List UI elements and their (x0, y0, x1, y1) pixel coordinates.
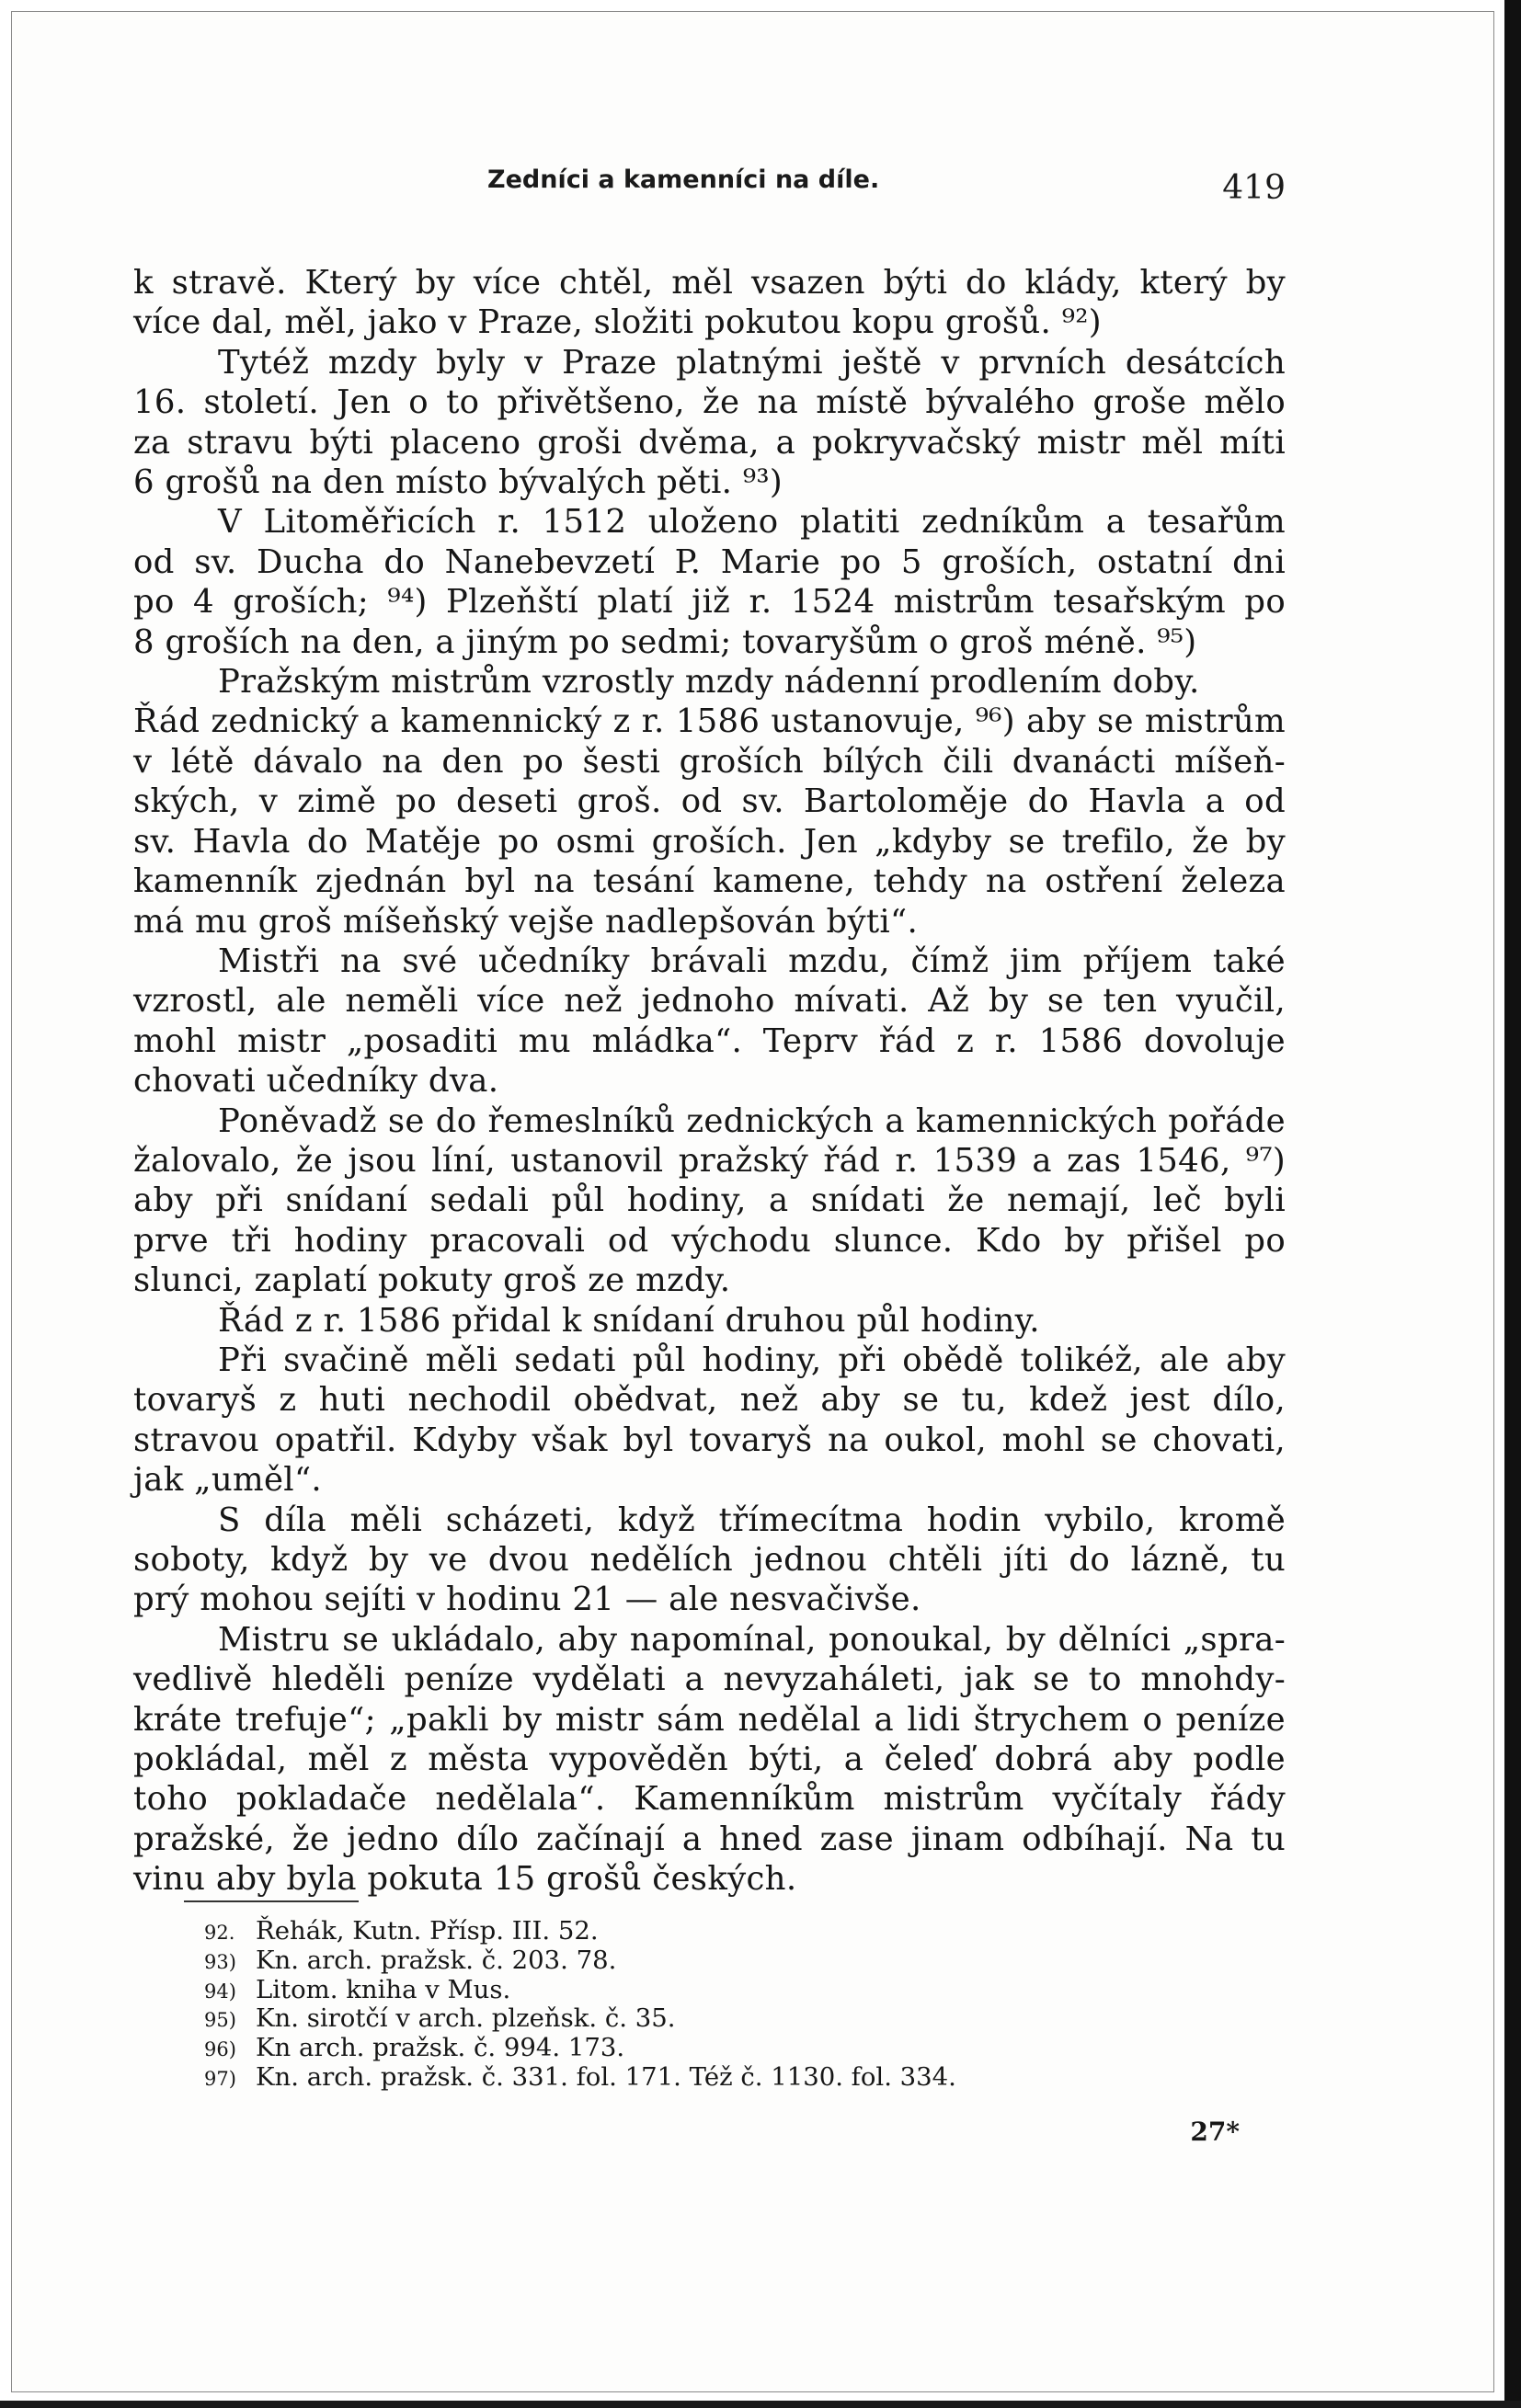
text-line: chovati učedníky dva. (133, 1062, 499, 1101)
text-line: kráte trefuje“; „pakli by mistr sám nedělal a lidi štrychem o peníze (133, 1700, 1286, 1739)
text-line: toho pokladače nedělala“. Kamenníkům mistrům vyčítaly řády (133, 1780, 1286, 1819)
text-line: prve tři hodiny pracovali od východu slunce. Kdo by přišel po (133, 1221, 1286, 1260)
page-header (129, 165, 1286, 207)
text-line: od sv. Ducha do Nanebevzetí P. Marie po 5 groších, ostatní dni (133, 542, 1286, 581)
footnote (204, 1918, 956, 1947)
footnote-mark: 93) (204, 1950, 236, 1973)
text-line: Mistři na své učedníky brávali mzdu, čímž jim příjem také (218, 942, 1286, 980)
text-line: v létě dávalo na den po šesti groších bílých čili dvanácti míšeň- (133, 742, 1286, 781)
scan-border-right (1504, 0, 1521, 2408)
text-line: V Litoměřicích r. 1512 uloženo platiti zedníkům a tesařům (218, 503, 1286, 542)
text-line: stravou opatřil. Kdyby však byl tovaryš na oukol, mohl se chovati, (133, 1421, 1286, 1459)
text-line: S díla měli scházeti, když třímecítma hodin vybilo, kromě (218, 1501, 1286, 1539)
footnote-mark: 92. (204, 1922, 235, 1944)
text-line: po 4 groších; ⁹⁴) Plzeňští platí již r. 1524 mistrům tesařským po (133, 583, 1286, 622)
text-line: pražské, že jedno dílo začínají a hned zase jinam odbíhají. Na tu (133, 1820, 1286, 1858)
text-line: za stravu býti placeno groši dvěma, a pokryvačský mistr měl míti (133, 423, 1286, 462)
text-line: Tytéž mzdy byly v Praze platnými ještě v prvních desátcích (218, 343, 1286, 382)
text-line: slunci, zaplatí pokuty groš ze mzdy. (133, 1261, 731, 1300)
text-line: Řád z r. 1586 přidal k snídaní druhou půl hodiny. (218, 1301, 1040, 1340)
footnote-mark: 95) (204, 2009, 236, 2032)
scan-border-bottom (0, 2401, 1521, 2408)
page-number: 419 (1222, 169, 1286, 207)
footnote-separator (184, 1900, 359, 1902)
footnote-text: Litom. kniha v Mus. (256, 1974, 511, 2004)
text-line: vzrostl, ale neměli více než jednoho mívati. Až by se ten vyučil, (133, 982, 1286, 1021)
text-line: vinu aby byla pokuta 15 grošů českých. (133, 1860, 797, 1899)
footnote-text: Kn. arch. pražsk. č. 203. 78. (256, 1945, 617, 1975)
text-line: prý mohou sejíti v hodinu 21 — ale nesvačivše. (133, 1581, 921, 1619)
text-line: Pražským mistrům vzrostly mzdy nádenní prodlením doby. (218, 663, 1200, 702)
text-line: mohl mistr „posaditi mu mládka“. Teprv řád z r. 1586 dovoluje (133, 1021, 1286, 1060)
text-line: jak „uměl“. (133, 1461, 322, 1500)
text-line: vedlivě hleděli peníze vydělati a nevyzaháleti, jak se to mnohdy- (133, 1660, 1286, 1699)
text-line: sv. Havla do Matěje po osmi groších. Jen „kdyby se trefilo, že by (133, 822, 1286, 861)
text-line: Poněvadž se do řemeslníků zednických a kamennických pořáde (218, 1101, 1286, 1140)
text-line: Při svačině měli sedati půl hodiny, při obědě tolikéž, ale aby (218, 1341, 1286, 1379)
text-line: více dal, měl, jako v Praze, složiti pokutou kopu grošů. ⁹²) (133, 303, 1102, 342)
footnote (204, 1947, 956, 1977)
footnote-mark: 96) (204, 2038, 236, 2061)
footnote-text: Kn arch. pražsk. č. 994. 173. (256, 2033, 625, 2063)
footnote-text: Řehák, Kutn. Přísp. III. 52. (256, 1916, 599, 1946)
text-line: kamenník zjednán byl na tesání kamene, tehdy na ostření železa (133, 862, 1286, 901)
text-line: ských, v zimě po deseti groš. od sv. Bartoloměje do Havla a od (133, 782, 1286, 821)
footnote (204, 2005, 956, 2035)
footnote-text: Kn. arch. pražsk. č. 331. fol. 171. Též č. 1130. fol. 334. (256, 2061, 956, 2092)
footnote (204, 2035, 956, 2064)
text-line: pokládal, měl z města vypověděn býti, a čeleď dobrá aby podle (133, 1740, 1286, 1779)
text-line: 16. století. Jen o to přivětšeno, že na místě bývalého groše mělo (133, 383, 1286, 422)
text-line: Mistru se ukládalo, aby napomínal, ponoukal, by dělníci „spra- (218, 1620, 1286, 1659)
text-line: 8 groších na den, a jiným po sedmi; tovaryšům o groš méně. ⁹⁵) (133, 622, 1197, 661)
text-line: má mu groš míšeňský vejše nadlepšován býti“. (133, 902, 919, 941)
text-line: žalovalo, že jsou líní, ustanovil pražský řád r. 1539 a zas 1546, ⁹⁷) (133, 1141, 1286, 1180)
footnotes (204, 1918, 956, 2094)
footnote-text: Kn. sirotčí v arch. plzeňsk. č. 35. (256, 2003, 676, 2034)
text-line: k stravě. Který by více chtěl, měl vsazen býti do klády, který by (133, 264, 1286, 302)
text-line: Řád zednický a kamennický z r. 1586 ustanovuje, ⁹⁶) aby se mistrům (133, 702, 1286, 741)
text-line: tovaryš z huti nechodil obědvat, než aby se tu, kdež jest dílo, (133, 1381, 1286, 1420)
body-text (133, 263, 1286, 1900)
text-line: 6 grošů na den místo bývalých pěti. ⁹³) (133, 463, 783, 502)
running-title: Zedníci a kamenníci na díle. (487, 165, 880, 194)
text-line: aby při snídaní sedali půl hodiny, a snídati že nemají, leč byli (133, 1181, 1286, 1220)
footnote-mark: 97) (204, 2067, 236, 2090)
footnote (204, 1974, 956, 2006)
footnote (204, 2061, 956, 2094)
footnote-mark: 94) (204, 1980, 236, 2003)
text-line: soboty, když by ve dvou nedělích jednou chtěli jíti do lázně, tu (133, 1541, 1286, 1579)
signature-mark: 27* (1190, 2117, 1240, 2147)
